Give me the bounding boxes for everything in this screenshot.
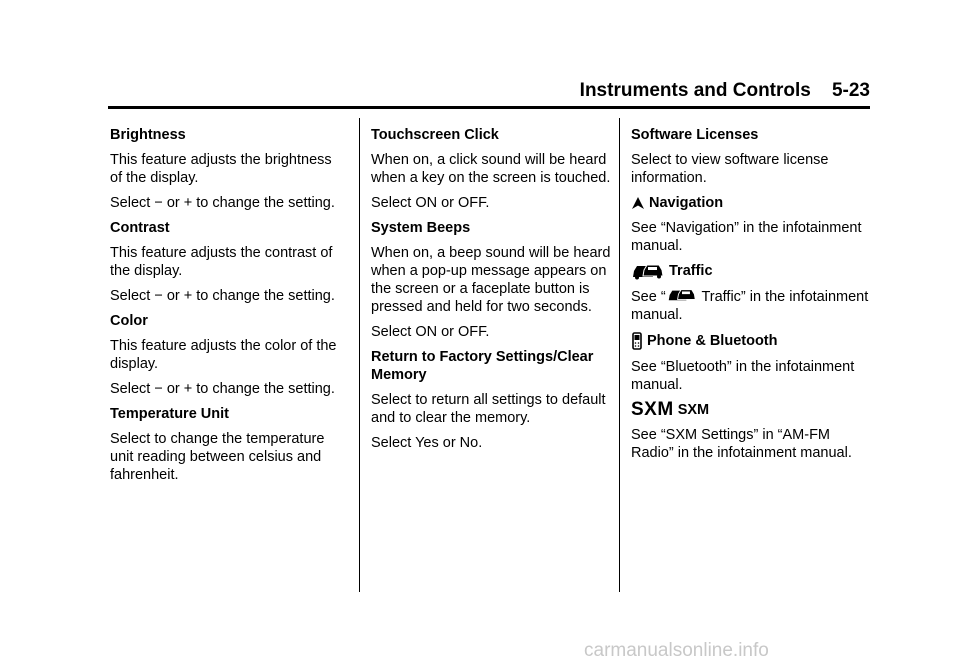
brightness-instruction: Select − or + to change the setting.	[110, 195, 335, 211]
traffic-heading-label: Traffic	[669, 263, 713, 279]
page-header	[108, 74, 870, 109]
color-heading: Color	[110, 313, 148, 329]
contrast-description: This feature adjusts the contrast of the display.	[110, 245, 333, 279]
traffic-description-post: Traffic” in the infotainment manual.	[631, 289, 869, 323]
column-middle	[371, 126, 611, 459]
phone-bluetooth-description: See “Bluetooth” in the infotainment manual.	[631, 359, 855, 393]
software-licenses-description: Select to view software license information.	[631, 152, 829, 186]
sxm-heading-label: SXM	[677, 402, 710, 418]
sxm-description: See “SXM Settings” in “AM-FM Radio” in the infotainment manual.	[631, 427, 852, 461]
brightness-heading: Brightness	[110, 127, 186, 143]
system-beeps-instruction: Select ON or OFF.	[371, 324, 490, 340]
navigation-heading	[631, 194, 871, 212]
contrast-instruction: Select − or + to change the setting.	[110, 288, 335, 304]
phone-bluetooth-heading-label: Phone & Bluetooth	[647, 333, 778, 349]
sxm-heading	[631, 401, 871, 419]
column-divider	[359, 118, 360, 592]
page-title: Instruments and Controls 5-23	[579, 80, 870, 101]
column-divider	[619, 118, 620, 592]
factory-reset-description: Select to return all settings to default and to clear the memory.	[371, 392, 606, 426]
traffic-cars-icon	[631, 262, 665, 280]
touchscreen-click-description: When on, a click sound will be heard when a key on the screen is touched.	[371, 152, 611, 186]
navigation-description: See “Navigation” in the infotainment manual.	[631, 220, 862, 254]
column-right	[631, 126, 871, 469]
brightness-description: This feature adjusts the brightness of the display.	[110, 152, 332, 186]
traffic-heading	[631, 262, 871, 280]
software-licenses-heading: Software Licenses	[631, 127, 759, 143]
traffic-cars-icon	[667, 287, 697, 303]
temperature-unit-description: Select to change the temperature unit reading between celsius and fahrenheit.	[110, 431, 325, 483]
sxm-logo: SXM	[631, 399, 674, 420]
traffic-description	[631, 287, 871, 324]
navigation-heading-label: Navigation	[649, 195, 724, 211]
factory-reset-instruction: Select Yes or No.	[371, 435, 483, 451]
contrast-heading: Contrast	[110, 220, 170, 236]
touchscreen-click-heading: Touchscreen Click	[371, 127, 499, 143]
phone-icon	[631, 331, 643, 351]
phone-bluetooth-heading	[631, 331, 871, 351]
temperature-unit-heading: Temperature Unit	[110, 406, 229, 422]
color-description: This feature adjusts the color of the display.	[110, 338, 337, 372]
navigation-arrow-icon	[631, 196, 645, 210]
watermark: carmanualsonline.info	[584, 640, 769, 661]
system-beeps-heading: System Beeps	[371, 220, 471, 236]
color-instruction: Select − or + to change the setting.	[110, 381, 335, 397]
column-left	[110, 126, 346, 491]
factory-reset-heading: Return to Factory Settings/Clear Memory	[371, 349, 594, 383]
touchscreen-click-instruction: Select ON or OFF.	[371, 195, 490, 211]
traffic-description-pre: See “	[631, 289, 666, 305]
system-beeps-description: When on, a beep sound will be heard when a pop-up message appears on the screen or a faceplate button is pressed and held for two seconds.	[371, 245, 611, 315]
